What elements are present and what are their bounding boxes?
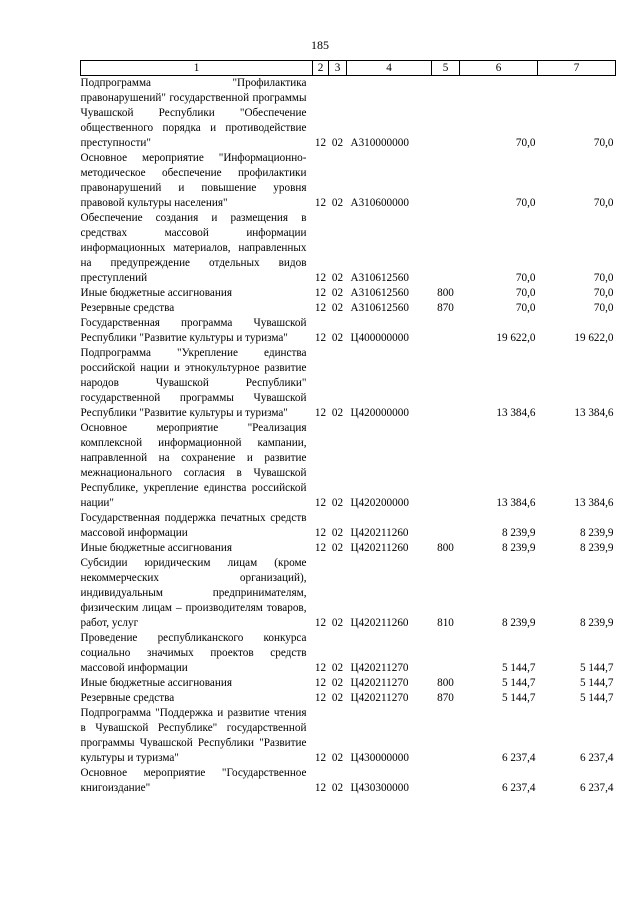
- row-section: 12: [314, 302, 327, 314]
- row-amount-2: 70,0: [593, 137, 614, 149]
- row-target-code: Ц420211260: [350, 617, 409, 629]
- row-amount-1: 70,0: [515, 197, 536, 209]
- row-expense-type: [432, 76, 460, 152]
- row-subsection: 02: [331, 332, 344, 344]
- row-target-code: Ц420211270: [350, 662, 409, 674]
- row-amount-1: 13 384,6: [496, 497, 536, 509]
- table-row: [81, 766, 616, 796]
- row-section: 12: [314, 287, 327, 299]
- row-target-code: А310612560: [350, 272, 409, 284]
- row-amount-2: 5 144,7: [579, 662, 614, 674]
- row-target-code: А310600000: [350, 197, 409, 209]
- page-number: 185: [311, 38, 329, 52]
- row-expense-type: [432, 706, 460, 766]
- table-row: [81, 316, 616, 346]
- row-name: Государственная поддержка печатных средств массовой информации: [80, 512, 307, 539]
- row-name: Государственная программа Чувашской Республики "Развитие культуры и туризма": [80, 317, 307, 344]
- row-name: Иные бюджетные ассигнования: [80, 287, 232, 299]
- row-target-code: Ц430300000: [350, 782, 409, 794]
- row-amount-2: 5 144,7: [579, 677, 614, 689]
- row-section: 12: [314, 332, 327, 344]
- row-amount-2: 8 239,9: [579, 527, 614, 539]
- row-name: Резервные средства: [80, 692, 175, 704]
- row-subsection: 02: [331, 197, 344, 209]
- row-amount-1: 5 144,7: [501, 662, 536, 674]
- row-amount-2: 6 237,4: [579, 752, 614, 764]
- row-expense-type: 800: [437, 677, 454, 689]
- row-subsection: 02: [331, 617, 344, 629]
- row-subsection: 02: [331, 527, 344, 539]
- row-expense-type: [432, 511, 460, 541]
- column-header-target-code: 4: [347, 61, 432, 76]
- row-amount-2: 6 237,4: [579, 782, 614, 794]
- row-expense-type: [432, 316, 460, 346]
- row-expense-type: 870: [437, 302, 454, 314]
- row-target-code: Ц420211260: [350, 527, 409, 539]
- row-subsection: 02: [331, 137, 344, 149]
- row-amount-2: 70,0: [593, 197, 614, 209]
- row-expense-type: [432, 631, 460, 676]
- row-name: Иные бюджетные ассигнования: [80, 677, 232, 689]
- row-name: Подпрограмма "Поддержка и развитие чтения в Чувашской Республике" государственной программы Чувашской Республики "Развитие культуры и туризма": [80, 707, 307, 764]
- table-row: [81, 151, 616, 211]
- row-target-code: Ц420200000: [350, 497, 409, 509]
- table-row: [81, 556, 616, 631]
- row-expense-type: [432, 151, 460, 211]
- column-header-amount-2: 7: [538, 61, 616, 76]
- row-expense-type: 870: [437, 692, 454, 704]
- row-target-code: Ц420211260: [350, 542, 409, 554]
- table-row: [81, 421, 616, 511]
- row-amount-1: 5 144,7: [501, 692, 536, 704]
- row-amount-1: 8 239,9: [501, 527, 536, 539]
- row-name: Основное мероприятие "Государственное книгоиздание": [80, 767, 307, 794]
- row-expense-type: 810: [437, 617, 454, 629]
- row-target-code: Ц420000000: [350, 407, 409, 419]
- row-amount-1: 19 622,0: [496, 332, 536, 344]
- row-section: 12: [314, 782, 327, 794]
- row-target-code: Ц430000000: [350, 752, 409, 764]
- row-section: 12: [314, 497, 327, 509]
- row-amount-1: 6 237,4: [501, 782, 536, 794]
- row-target-code: Ц420211270: [350, 677, 409, 689]
- row-amount-1: 70,0: [515, 272, 536, 284]
- table-row: [81, 346, 616, 421]
- row-subsection: 02: [331, 497, 344, 509]
- row-name: Иные бюджетные ассигнования: [80, 542, 232, 554]
- budget-table: [80, 60, 616, 796]
- table-row: [81, 676, 616, 691]
- row-amount-2: 13 384,6: [574, 497, 614, 509]
- table-row: [81, 301, 616, 316]
- column-header-name: 1: [81, 61, 313, 76]
- row-subsection: 02: [331, 287, 344, 299]
- row-amount-2: 8 239,9: [579, 617, 614, 629]
- row-target-code: А310000000: [350, 137, 409, 149]
- row-amount-2: 13 384,6: [574, 407, 614, 419]
- row-expense-type: [432, 421, 460, 511]
- row-amount-1: 70,0: [515, 137, 536, 149]
- row-name: Подпрограмма "Укрепление единства российской нации и этнокультурное развитие народов Чувашской Республики" государственной программы Чувашской Республики "Развитие культуры и туризма": [80, 347, 307, 419]
- row-amount-1: 6 237,4: [501, 752, 536, 764]
- row-name: Проведение республиканского конкурса социально значимых проектов средств массовой информации: [80, 632, 307, 674]
- row-amount-2: 70,0: [593, 302, 614, 314]
- column-header-section: 2: [313, 61, 329, 76]
- row-amount-1: 5 144,7: [501, 677, 536, 689]
- row-expense-type: [432, 211, 460, 286]
- column-header-expense-type: 5: [432, 61, 460, 76]
- row-amount-2: 70,0: [593, 272, 614, 284]
- row-section: 12: [314, 692, 327, 704]
- row-section: 12: [314, 752, 327, 764]
- row-subsection: 02: [331, 677, 344, 689]
- table-body: [81, 76, 616, 797]
- row-target-code: А310612560: [350, 287, 409, 299]
- row-target-code: Ц420211270: [350, 692, 409, 704]
- row-expense-type: [432, 346, 460, 421]
- row-subsection: 02: [331, 782, 344, 794]
- table-row: [81, 286, 616, 301]
- row-name: Основное мероприятие "Реализация комплексной информационной кампании, направленной на сохранение и развитие межнационального согласия в Чувашской Республике, укрепление единства российской нации": [80, 422, 307, 509]
- row-amount-1: 70,0: [515, 302, 536, 314]
- row-name: Резервные средства: [80, 302, 175, 314]
- row-amount-1: 13 384,6: [496, 407, 536, 419]
- row-amount-1: 70,0: [515, 287, 536, 299]
- row-target-code: Ц400000000: [350, 332, 409, 344]
- row-section: 12: [314, 197, 327, 209]
- table-row: [81, 511, 616, 541]
- row-subsection: 02: [331, 272, 344, 284]
- row-section: 12: [314, 137, 327, 149]
- row-subsection: 02: [331, 752, 344, 764]
- row-amount-2: 70,0: [593, 287, 614, 299]
- table-row: [81, 541, 616, 556]
- row-target-code: А310612560: [350, 302, 409, 314]
- table-row: [81, 691, 616, 706]
- row-section: 12: [314, 662, 327, 674]
- row-amount-2: 5 144,7: [579, 692, 614, 704]
- row-name: Основное мероприятие "Информационно-методическое обеспечение профилактики правонарушений и повышение уровня правовой культуры населения": [80, 152, 307, 209]
- row-amount-1: 8 239,9: [501, 542, 536, 554]
- row-section: 12: [314, 617, 327, 629]
- column-header-subsection: 3: [329, 61, 347, 76]
- row-subsection: 02: [331, 302, 344, 314]
- row-expense-type: [432, 766, 460, 796]
- column-header-amount-1: 6: [460, 61, 538, 76]
- row-section: 12: [314, 407, 327, 419]
- row-subsection: 02: [331, 692, 344, 704]
- row-expense-type: 800: [437, 287, 454, 299]
- row-name: Подпрограмма "Профилактика правонарушений" государственной программы Чувашской Республики "Обеспечение общественного порядка и противодействие преступности": [80, 77, 307, 149]
- table-row: [81, 631, 616, 676]
- row-name: Субсидии юридическим лицам (кроме некоммерческих организаций), индивидуальным предпринимателям, физическим лицам – производителям товаров, работ, услуг: [80, 557, 307, 629]
- row-subsection: 02: [331, 407, 344, 419]
- row-expense-type: 800: [437, 542, 454, 554]
- row-amount-2: 8 239,9: [579, 542, 614, 554]
- row-amount-2: 19 622,0: [574, 332, 614, 344]
- row-name: Обеспечение создания и размещения в средствах массовой информации информационных материалов, направленных на предупреждение отдельных видов преступлений: [80, 212, 307, 284]
- table-header: [81, 61, 616, 76]
- row-subsection: 02: [331, 662, 344, 674]
- row-section: 12: [314, 542, 327, 554]
- row-section: 12: [314, 272, 327, 284]
- table-row: [81, 706, 616, 766]
- table-row: [81, 76, 616, 152]
- row-section: 12: [314, 677, 327, 689]
- row-section: 12: [314, 527, 327, 539]
- row-subsection: 02: [331, 542, 344, 554]
- table-row: [81, 211, 616, 286]
- row-amount-1: 8 239,9: [501, 617, 536, 629]
